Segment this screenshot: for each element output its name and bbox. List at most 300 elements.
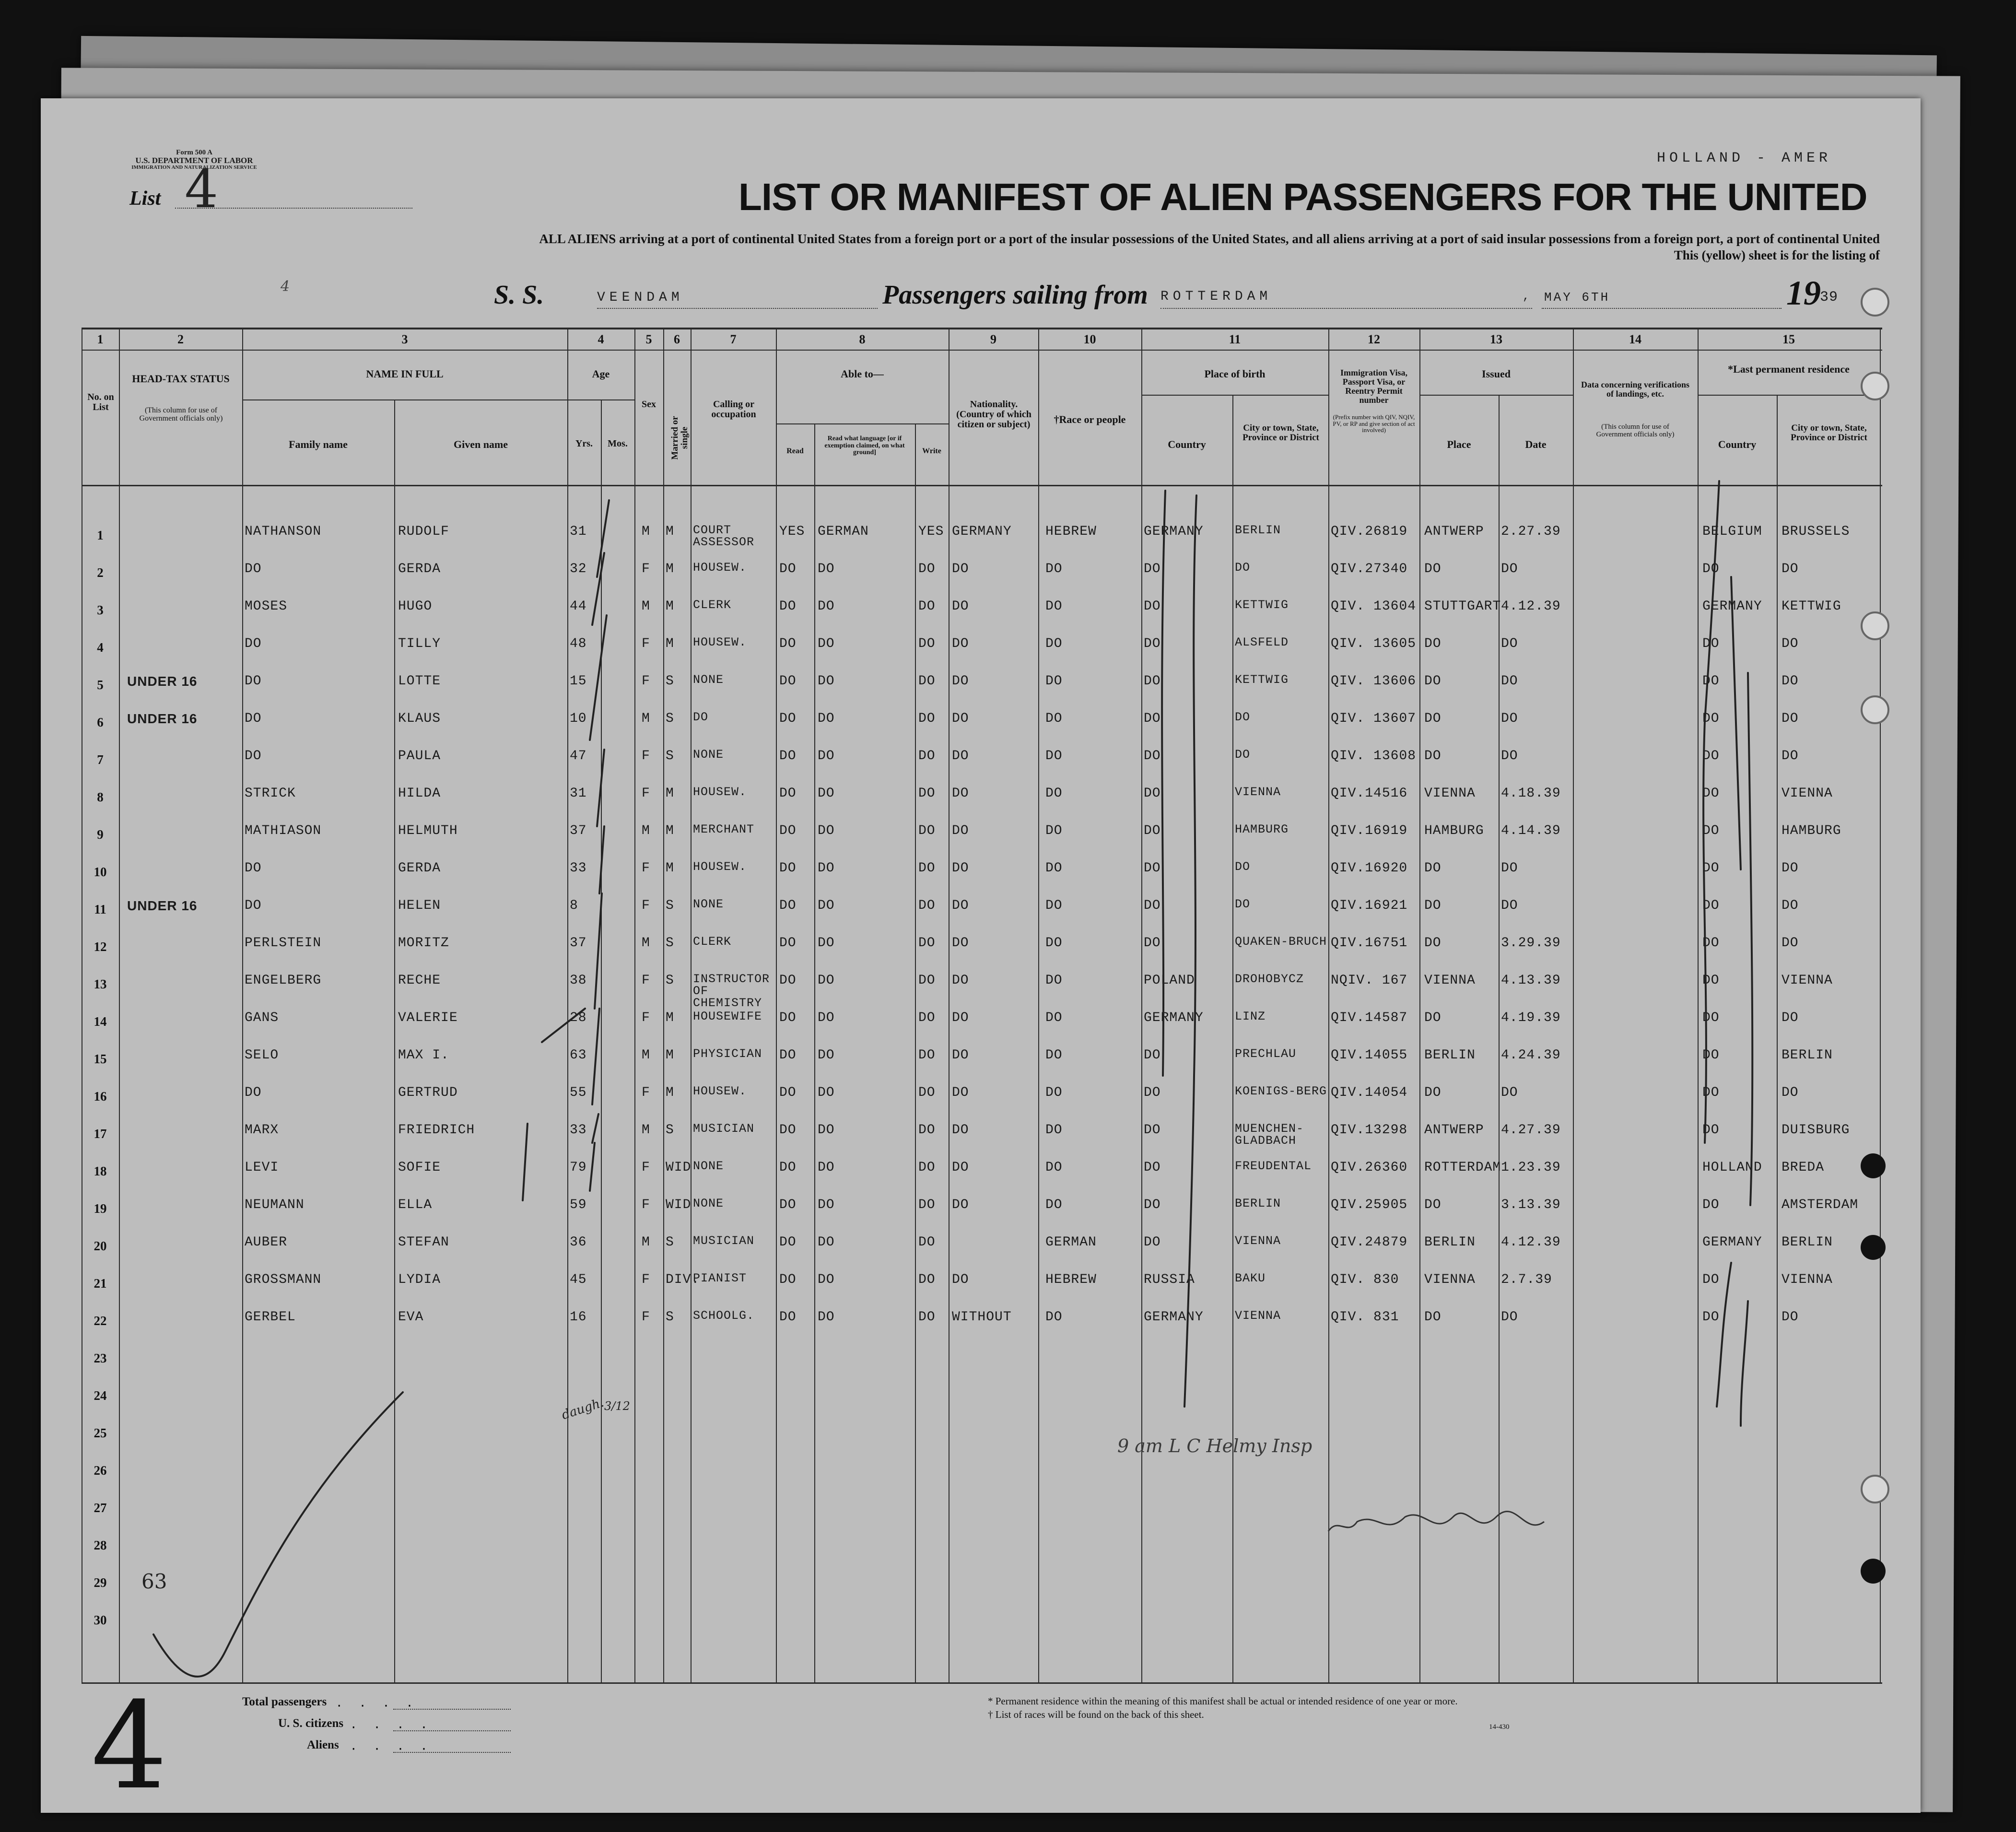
issue-date: 2.7.39 [1501,1272,1552,1287]
col-number: 9 [990,332,996,346]
can-write: DO [918,1160,936,1175]
birth-country: DO [1144,898,1161,913]
sex: F [642,1272,650,1287]
race: HEBREW [1045,1272,1097,1287]
read-language: DO [818,786,835,801]
can-read: DO [779,749,797,763]
row-number: 7 [97,752,104,767]
sex: F [642,973,650,988]
year-prefix: 19 [1786,274,1821,312]
row-number: 12 [94,939,107,954]
issue-date: 1.23.39 [1501,1160,1561,1175]
row-number: 1 [97,528,104,542]
nationality: WITHOUT [952,1310,1012,1325]
marital-status: M [666,1048,674,1063]
hdr-place-of-birth: Place of birth [1204,368,1266,380]
can-read: DO [779,1272,797,1287]
given-name: HELMUTH [398,823,458,838]
hdr-res-city: City or town, State, Province or District [1791,423,1867,443]
marital-status: M [666,823,674,838]
family-name: MARX [245,1123,279,1138]
sex: M [642,823,650,838]
race: DO [1045,823,1063,838]
read-language: DO [818,936,835,951]
occupation: INSTRUCTOR OF CHEMISTRY [693,972,770,1010]
can-read: DO [779,1123,797,1138]
given-name: LYDIA [398,1272,441,1287]
sex: F [642,1160,650,1175]
issue-date: 4.12.39 [1501,1235,1561,1250]
sex: M [642,524,650,539]
issue-date: DO [1501,749,1518,763]
issue-place: DO [1424,749,1442,763]
col-number: 6 [674,332,680,346]
can-read: DO [779,599,797,614]
family-name: STRICK [245,786,296,801]
row-number: 18 [94,1164,107,1178]
given-name: HILDA [398,786,441,801]
footer-aliens: Aliens [307,1738,339,1751]
form-department: U.S. DEPARTMENT OF LABOR [135,156,253,165]
punch-hole [1861,1475,1889,1503]
col-number: 8 [859,332,866,346]
residence-country: DO [1702,1310,1720,1325]
read-language: DO [818,1235,835,1250]
birth-country: DO [1144,711,1161,726]
birth-city: DO [1235,561,1251,575]
residence-country: DO [1702,1085,1720,1100]
visa-number: QIV.16920 [1331,861,1408,876]
family-name: PERLSTEIN [245,936,322,951]
marital-status: M [666,861,674,876]
form-number: Form 500 A [176,149,212,156]
dots: · · · · [350,1742,433,1756]
nationality: DO [952,786,969,801]
row-number: 20 [94,1239,107,1253]
birth-city: DO [1235,710,1251,724]
issue-date: 3.13.39 [1501,1198,1561,1212]
hdr-calling: Calling or occupation [711,399,756,420]
family-name: NATHANSON [245,524,322,539]
birth-country: POLAND [1144,973,1195,988]
sex: F [642,898,650,913]
sex: F [642,674,650,689]
occupation: MUSICIAN [693,1122,755,1136]
occupation: DO [693,710,709,724]
marital-status: S [666,936,674,951]
sex: F [642,562,650,576]
sex: M [642,1123,650,1138]
race: DO [1045,749,1063,763]
birth-country: DO [1144,861,1161,876]
hdr-visa: Immigration Visa, Passport Visa, or Reentry Permit number [1340,368,1407,405]
given-name: STEFAN [398,1235,449,1250]
hdr-mos: Mos. [608,438,628,449]
row-number: 13 [94,977,107,991]
hdr-sex: Sex [642,399,656,410]
hdr-name-in-full: NAME IN FULL [366,368,444,380]
ship-underline [597,308,878,309]
birth-city: HAMBURG [1235,822,1289,836]
age-years: 47 [570,749,587,763]
dots: · · · · [350,1721,433,1734]
occupation: SCHOOLG. [693,1309,755,1323]
birth-city: KETTWIG [1235,673,1289,687]
row-number: 15 [94,1052,107,1066]
visa-number: QIV.24879 [1331,1235,1408,1250]
read-language: DO [818,599,835,614]
occupation: MUSICIAN [693,1234,755,1248]
residence-country: DO [1702,823,1720,838]
given-name: RECHE [398,973,441,988]
read-language: DO [818,749,835,763]
issue-date: 3.29.39 [1501,936,1561,951]
family-name: GROSSMANN [245,1272,322,1287]
hdr-family-name: Family name [289,438,348,450]
issue-date: 4.13.39 [1501,973,1561,988]
manifest-table [82,328,1882,1776]
nationality: DO [952,936,969,951]
col-number: 5 [645,332,652,346]
nationality: DO [952,1160,969,1175]
residence-city: DO [1782,711,1799,726]
nationality: DO [952,1085,969,1100]
marital-status: S [666,749,674,763]
residence-city: DO [1782,1010,1799,1025]
residence-city: DUISBURG [1782,1123,1850,1138]
given-name: GERDA [398,562,441,576]
occupation: NONE [693,1197,724,1210]
issue-place: DO [1424,636,1442,651]
issue-date: 4.12.39 [1501,599,1561,614]
visa-number: QIV. 13607 [1331,711,1417,726]
occupation: HOUSEW. [693,561,747,575]
row-number: 28 [94,1538,107,1552]
marital-status: S [666,1235,674,1250]
sex: F [642,786,650,801]
row-number: 4 [97,640,104,655]
nationality: GERMANY [952,524,1012,539]
issue-date: DO [1501,636,1518,651]
birth-city: PRECHLAU [1235,1047,1297,1061]
row-number: 6 [97,715,104,729]
visa-number: QIV. 13605 [1331,636,1417,651]
family-name: MOSES [245,599,288,614]
race: DO [1045,562,1063,576]
hdr-place: Place [1447,438,1471,450]
footer-code: 14-430 [1489,1723,1510,1731]
port-name: ROTTERDAM [1160,289,1272,304]
given-name: HUGO [398,599,433,614]
nationality: DO [952,1272,969,1287]
marital-status: S [666,1123,674,1138]
residence-country: DO [1702,674,1720,689]
row-number: 17 [94,1127,107,1141]
row-number: 14 [94,1014,107,1029]
hdr-race: †Race or people [1054,413,1126,425]
age-years: 79 [570,1160,587,1175]
visa-number: QIV.14516 [1331,786,1408,801]
race: DO [1045,1123,1063,1138]
aliens-line [393,1752,511,1753]
read-language: DO [818,636,835,651]
can-read: DO [779,936,797,951]
occupation: HOUSEW. [693,785,747,799]
marital-status: S [666,898,674,913]
can-write: DO [918,1198,936,1212]
occupation: HOUSEW. [693,635,747,649]
residence-country: DO [1702,786,1720,801]
row-number: 3 [97,603,104,617]
issue-place: VIENNA [1424,786,1476,801]
occupation: NONE [693,897,724,911]
visa-number: QIV. 830 [1331,1272,1399,1287]
small-mark: 4 [281,278,290,295]
nationality: DO [952,1048,969,1063]
footer-note-1: * Permanent residence within the meaning of this manifest shall be actual or intended residence of one year or more. [988,1695,1458,1707]
issue-place: ROTTERDAM [1424,1160,1501,1175]
intro-text-1: ALL ALIENS arriving at a port of continental United States from a foreign port or a port of the insular possessions of the United States, and all aliens arriving at a port of said insular possessions from a foreign port, a port of continental United [539,232,1880,246]
row-number: 2 [97,565,104,580]
sex: M [642,1235,650,1250]
birth-country: DO [1144,599,1161,614]
hdr-head-tax-note: (This column for use of Government officials only) [139,406,223,423]
race: GERMAN [1045,1235,1097,1250]
visa-number: QIV.16751 [1331,936,1408,951]
read-language: DO [818,674,835,689]
age-years: 38 [570,973,587,988]
marital-status: WID [666,1198,692,1212]
race: DO [1045,1010,1063,1025]
read-language: DO [818,1123,835,1138]
sailing-label: Passengers sailing from [882,280,1148,310]
row-number: 19 [94,1201,107,1216]
age-years: 37 [570,823,587,838]
given-name: MORITZ [398,936,449,951]
family-name: LEVI [245,1160,279,1175]
can-write: DO [918,1048,936,1063]
row-number: 30 [94,1613,107,1627]
race: DO [1045,1198,1063,1212]
nationality: DO [952,599,969,614]
read-language: DO [818,898,835,913]
row-number: 24 [94,1388,107,1403]
occupation: PIANIST [693,1271,747,1285]
birth-country: DO [1144,1085,1161,1100]
marital-status: M [666,599,674,614]
hdr-read: Read [786,447,804,455]
residence-city: AMSTERDAM [1782,1198,1859,1212]
read-language: DO [818,1085,835,1100]
residence-city: DO [1782,861,1799,876]
can-write: DO [918,1272,936,1287]
birth-country: DO [1144,823,1161,838]
col-number: 11 [1229,332,1241,346]
given-name: RUDOLF [398,524,449,539]
given-name: TILLY [398,636,441,651]
can-write: DO [918,1310,936,1325]
issue-place: HAMBURG [1424,823,1484,838]
residence-country: DO [1702,1010,1720,1025]
issue-place: DO [1424,1085,1442,1100]
given-name: GERTRUD [398,1085,458,1100]
residence-city: BERLIN [1782,1048,1833,1063]
can-write: DO [918,973,936,988]
birth-country: DO [1144,749,1161,763]
handwritten-mos: 3/12 [604,1399,630,1413]
age-years: 16 [570,1310,587,1325]
list-number: 4 [185,158,218,220]
hdr-head-tax: HEAD-TAX STATUS [132,373,230,385]
can-read: DO [779,1235,797,1250]
issue-place: STUTTGART [1424,599,1501,614]
issue-place: BERLIN [1424,1235,1476,1250]
birth-city: DO [1235,897,1251,911]
family-name: DO [245,674,262,689]
sex: F [642,636,650,651]
race: DO [1045,636,1063,651]
ss-label: S. S. [494,280,544,310]
port-underline [1160,308,1532,309]
given-name: GERDA [398,861,441,876]
can-read: DO [779,1048,797,1063]
age-years: 37 [570,936,587,951]
family-name: MATHIASON [245,823,322,838]
head-tax-status: UNDER 16 [127,674,198,689]
issue-date: 4.14.39 [1501,823,1561,838]
hdr-city-town: City or town, State, Province or District [1242,423,1319,443]
nationality: DO [952,1010,969,1025]
family-name: DO [245,711,262,726]
visa-number: QIV.25905 [1331,1198,1408,1212]
age-years: 10 [570,711,587,726]
occupation: PHYSICIAN [693,1047,762,1061]
family-name: GERBEL [245,1310,296,1325]
read-language: DO [818,562,835,576]
row-number: 10 [94,865,107,879]
row-number: 16 [94,1089,107,1104]
hdr-visa-note: (Prefix number with QIV, NQIV, PV, or RP and give section of act involved) [1333,413,1415,434]
sex: F [642,749,650,763]
birth-country: DO [1144,936,1161,951]
occupation: MERCHANT [693,822,755,836]
hdr-no-on-list: No. on List [87,392,114,412]
nationality: DO [952,674,969,689]
family-name: ENGELBERG [245,973,322,988]
can-write: DO [918,749,936,763]
issue-date: DO [1501,674,1518,689]
footer-note-2: † List of races will be found on the back of this sheet. [988,1709,1204,1720]
residence-city: KETTWIG [1782,599,1841,614]
marital-status: M [666,1085,674,1100]
can-write: DO [918,1235,936,1250]
issue-place: DO [1424,861,1442,876]
nationality: DO [952,636,969,651]
can-read: DO [779,562,797,576]
punch-hole [1861,1559,1886,1584]
nationality: DO [952,823,969,838]
nationality: DO [952,1123,969,1138]
sex: F [642,861,650,876]
birth-country: DO [1144,1123,1161,1138]
col-number: 13 [1490,332,1502,346]
can-write: DO [918,861,936,876]
sex: M [642,936,650,951]
age-years: 55 [570,1085,587,1100]
col-number: 1 [97,332,104,346]
given-name: SOFIE [398,1160,441,1175]
residence-city: BRUSSELS [1782,524,1850,539]
inspector-signature: 9 am L C Helmy Insp [1117,1435,1313,1456]
marital-status: S [666,1310,674,1325]
issue-date: 4.18.39 [1501,786,1561,801]
birth-country: DO [1144,562,1161,576]
nationality: DO [952,749,969,763]
year-suffix: 39 [1820,289,1839,305]
race: DO [1045,898,1063,913]
age-years: 36 [570,1235,587,1250]
issue-place: DO [1424,1010,1442,1025]
issue-date: 2.27.39 [1501,524,1561,539]
residence-city: HAMBURG [1782,823,1841,838]
manifest-title: LIST OR MANIFEST OF ALIEN PASSENGERS FOR THE UNITED [738,176,1867,218]
birth-country: DO [1144,786,1161,801]
date-underline [1542,308,1782,309]
manifest-sheet [41,98,1921,1816]
marital-status: DIV. [666,1272,700,1287]
can-read: DO [779,1310,797,1325]
row-number: 27 [94,1501,107,1515]
residence-country: DO [1702,973,1720,988]
read-language: DO [818,1198,835,1212]
can-write: DO [918,562,936,576]
hdr-read-what: Read what language [or if exemption claimed, on what ground] [824,435,905,457]
birth-country: DO [1144,674,1161,689]
birth-city: QUAKEN-BRUCH [1235,935,1327,949]
race: DO [1045,599,1063,614]
punch-hole [1861,288,1889,317]
birth-city: VIENNA [1235,785,1281,799]
can-write: DO [918,786,936,801]
birth-country: DO [1144,1235,1161,1250]
residence-country: DO [1702,898,1720,913]
ship-name: VEENDAM [597,290,684,305]
family-name: AUBER [245,1235,288,1250]
row-number: 29 [94,1575,107,1590]
visa-number: QIV. 13608 [1331,749,1417,763]
issue-date: DO [1501,562,1518,576]
hdr-country: Country [1168,438,1206,450]
residence-country: DO [1702,1272,1720,1287]
hdr-given-name: Given name [453,438,508,450]
issue-date: 4.19.39 [1501,1010,1561,1025]
residence-city: DO [1782,749,1799,763]
can-read: DO [779,1198,797,1212]
punch-hole [1861,372,1889,400]
residence-country: HOLLAND [1702,1160,1762,1175]
age-years: 59 [570,1198,587,1212]
read-language: DO [818,1310,835,1325]
given-name: ELLA [398,1198,433,1212]
visa-number: QIV. 13604 [1331,599,1417,614]
residence-country: DO [1702,861,1720,876]
issue-place: VIENNA [1424,1272,1476,1287]
row-number: 26 [94,1463,107,1478]
visa-number: QIV.27340 [1331,562,1408,576]
issue-date: DO [1501,861,1518,876]
citizens-line [393,1730,511,1731]
rule [82,1682,1882,1683]
